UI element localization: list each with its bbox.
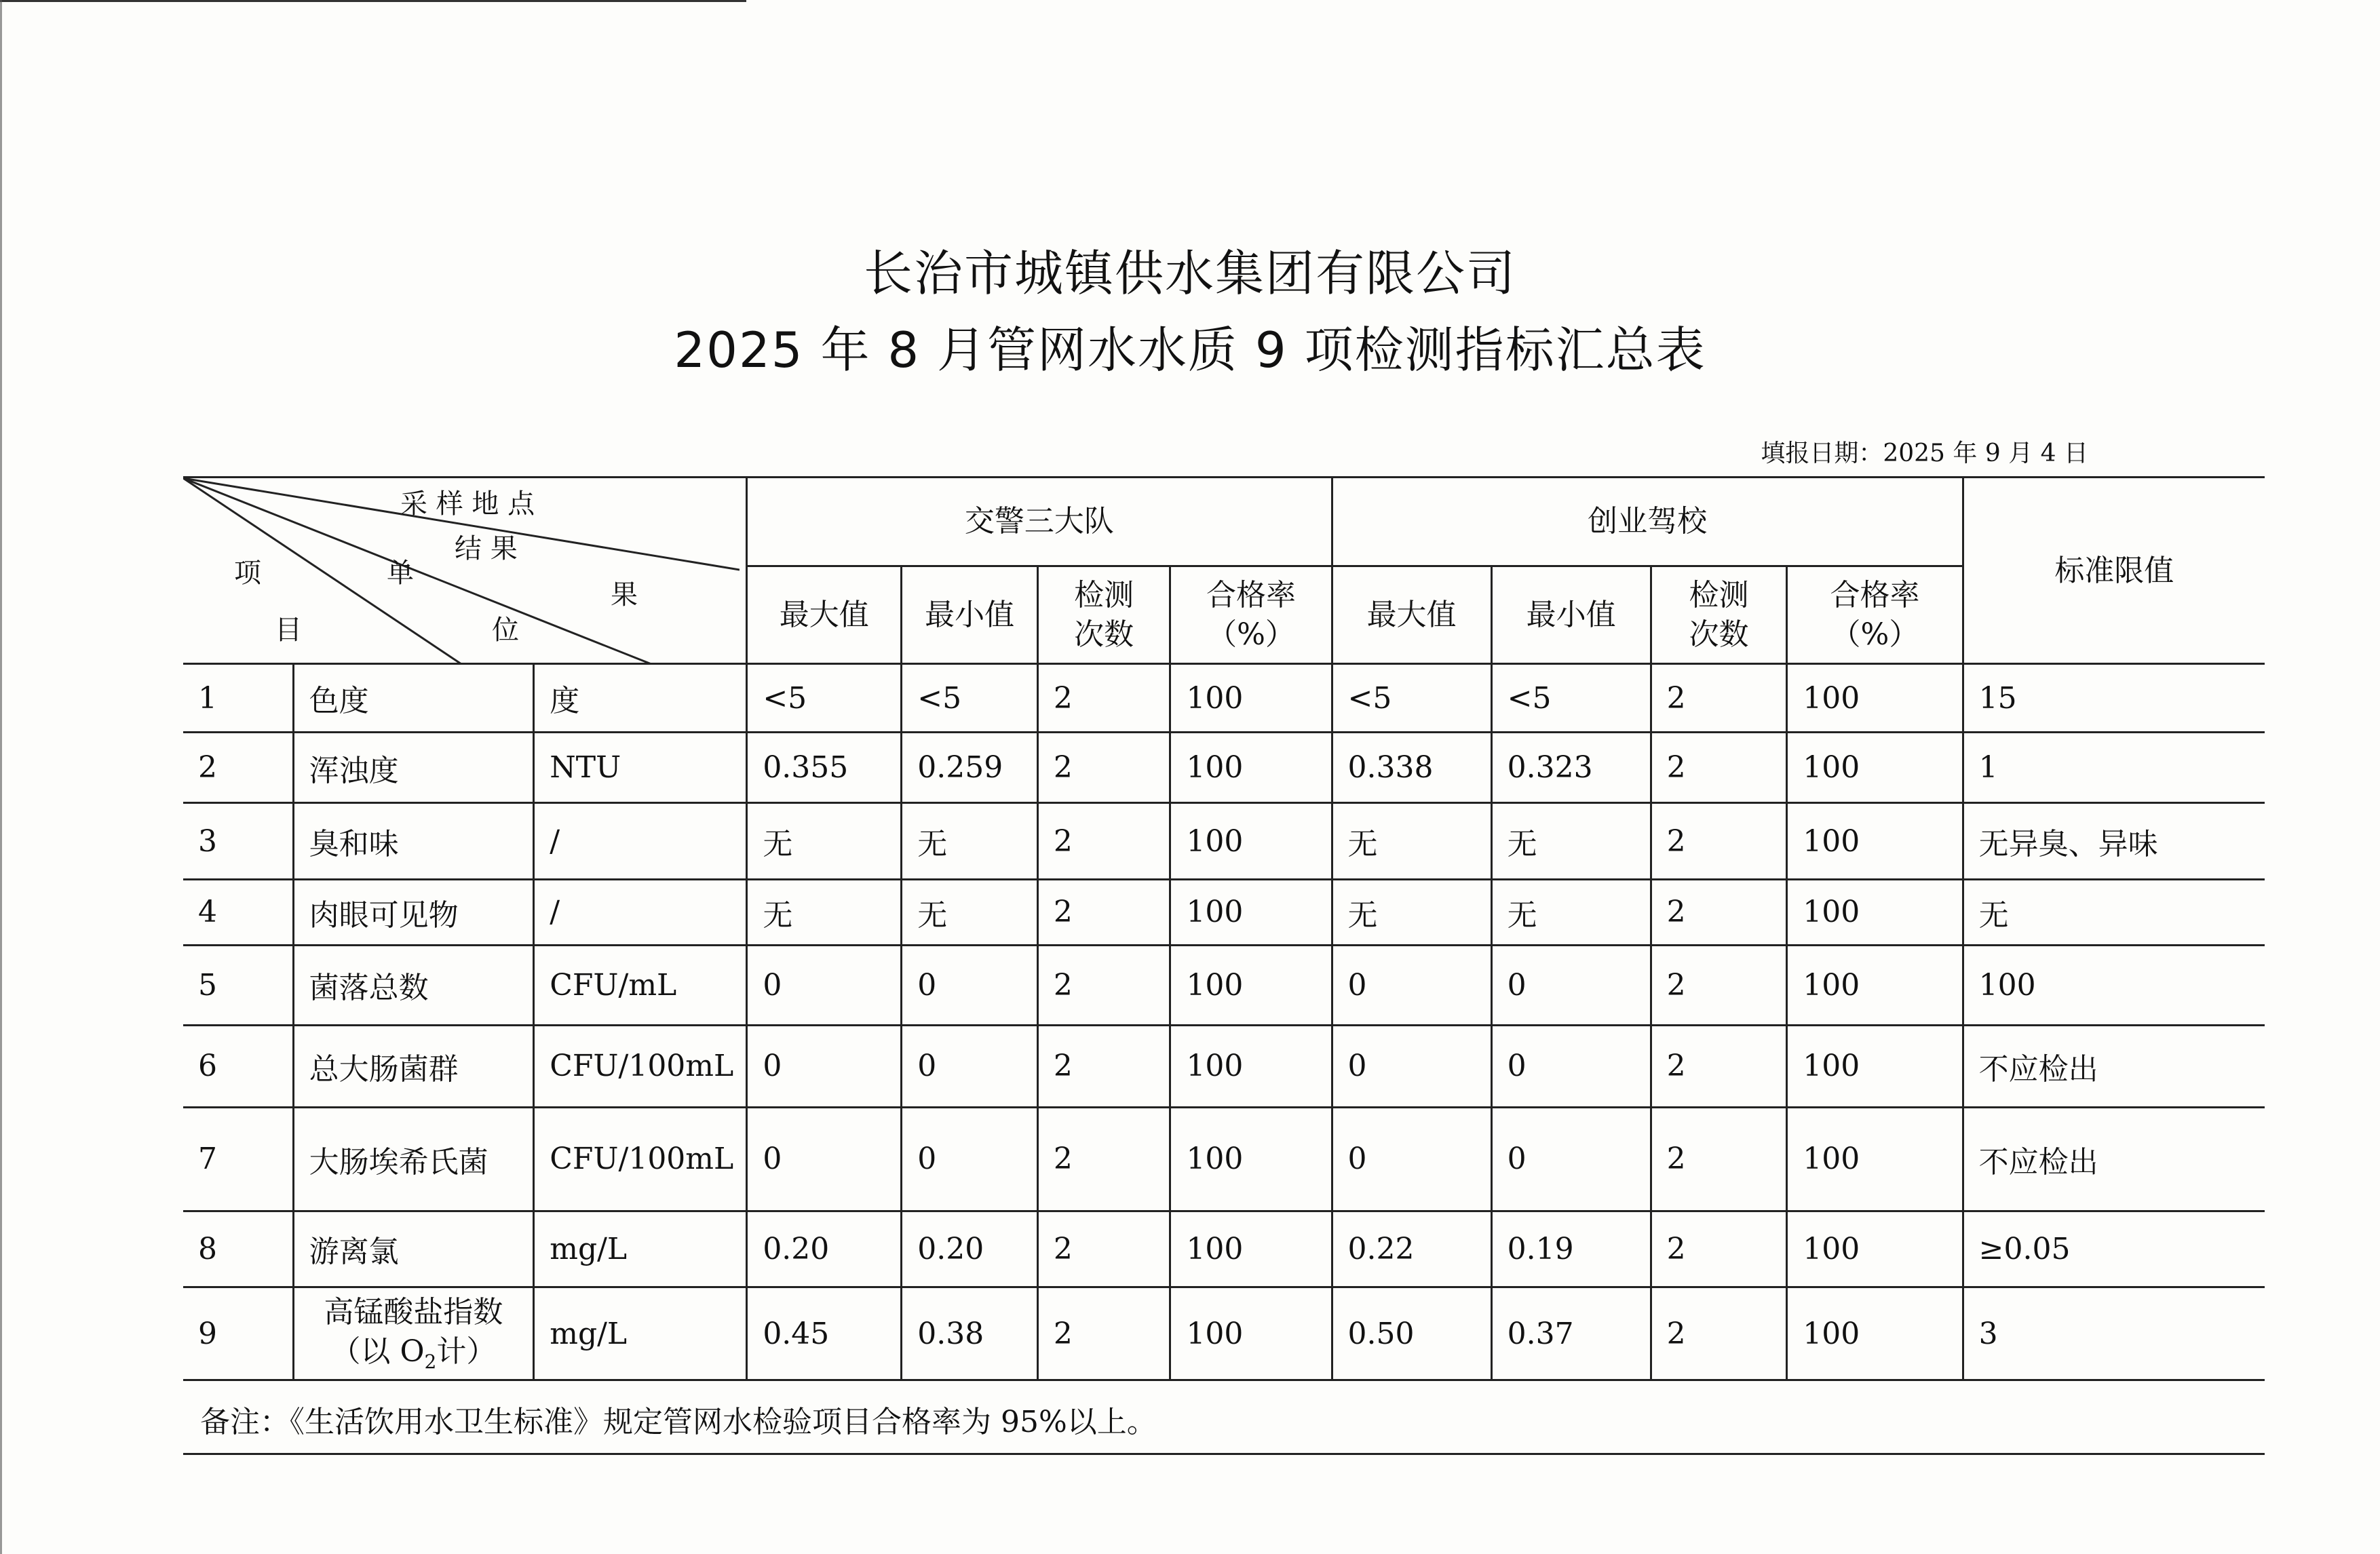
site-b-header: 创业驾校 — [1332, 478, 1963, 566]
site-a-max: 0 — [747, 1026, 902, 1108]
site-b-rate: 100 — [1787, 945, 1963, 1026]
standard-limit: 100 — [1963, 945, 2265, 1026]
count-line-1: 检测 — [1689, 578, 1749, 613]
diag-label-result-2: 果 — [611, 579, 638, 610]
site-a-max: 0.45 — [747, 1287, 902, 1380]
site-b-rate: 100 — [1787, 803, 1963, 880]
site-b-rate: 100 — [1787, 732, 1963, 803]
site-a-max: 0 — [747, 1107, 902, 1211]
table-row — [183, 803, 2265, 880]
site-a-count: 2 — [1037, 664, 1170, 733]
site-b-min: 无 — [1491, 803, 1651, 880]
site-b-max: <5 — [1332, 664, 1491, 733]
rate-line-2: （%） — [1830, 617, 1919, 652]
row-unit: CFU/mL — [534, 945, 747, 1026]
site-a-rate: 100 — [1170, 664, 1332, 733]
site-b-rate: 100 — [1787, 1287, 1963, 1380]
row-unit: 度 — [534, 664, 747, 733]
site-a-count: 2 — [1037, 880, 1170, 946]
row-item: 大肠埃希氏菌 — [293, 1107, 534, 1211]
site-b-count: 2 — [1651, 1287, 1787, 1380]
site-b-min: 0.323 — [1491, 732, 1651, 803]
site-a-count: 2 — [1037, 1287, 1170, 1380]
site-a-min: 0 — [902, 1107, 1038, 1211]
standard-limit: 3 — [1963, 1287, 2265, 1380]
site-b-count: 2 — [1651, 945, 1787, 1026]
row-item-subscript: 2 — [424, 1350, 437, 1373]
site-a-min: <5 — [902, 664, 1038, 733]
bottom-rule — [183, 1453, 2265, 1455]
table-row — [183, 1211, 2265, 1287]
standard-limit: 15 — [1963, 664, 2265, 733]
row-item: 色度 — [293, 664, 534, 733]
row-item — [293, 1287, 534, 1380]
site-a-rate-header — [1170, 566, 1332, 664]
site-a-min: 无 — [902, 880, 1038, 946]
fill-date: 填报日期：2025 年 9 月 4 日 — [1761, 440, 2088, 467]
count-line-1: 检测 — [1074, 578, 1134, 613]
table-row — [183, 664, 2265, 733]
row-unit: NTU — [534, 732, 747, 803]
site-b-count: 2 — [1651, 1107, 1787, 1211]
site-a-max: 0.20 — [747, 1211, 902, 1287]
rate-line-2: （%） — [1207, 617, 1295, 652]
row-unit: CFU/100mL — [534, 1107, 747, 1211]
row-no: 6 — [183, 1026, 293, 1108]
diag-label-result: 结 果 — [455, 533, 518, 564]
count-line-2: 次数 — [1689, 617, 1749, 652]
site-b-min: 0 — [1491, 945, 1651, 1026]
site-b-max: 无 — [1332, 803, 1491, 880]
site-b-rate: 100 — [1787, 1026, 1963, 1108]
row-item: 浑浊度 — [293, 732, 534, 803]
site-a-rate: 100 — [1170, 1287, 1332, 1380]
site-a-rate: 100 — [1170, 945, 1332, 1026]
site-b-min: 0.19 — [1491, 1211, 1651, 1287]
site-b-max: 0 — [1332, 1026, 1491, 1108]
water-quality-table — [183, 476, 2265, 1381]
row-no: 2 — [183, 732, 293, 803]
site-a-count: 2 — [1037, 1107, 1170, 1211]
site-b-rate: 100 — [1787, 1211, 1963, 1287]
report-title: 2025 年 8 月管网水水质 9 项检测指标汇总表 — [674, 322, 1706, 378]
site-b-max: 0 — [1332, 945, 1491, 1026]
site-b-min: 0 — [1491, 1107, 1651, 1211]
table-row — [183, 1026, 2265, 1108]
diag-label-unit-1: 单 — [387, 558, 414, 589]
diagonal-header-cell — [183, 478, 747, 664]
site-b-rate-header — [1787, 566, 1963, 664]
site-b-min: <5 — [1491, 664, 1651, 733]
site-b-max: 0.50 — [1332, 1287, 1491, 1380]
site-b-count: 2 — [1651, 732, 1787, 803]
site-a-rate: 100 — [1170, 732, 1332, 803]
standard-limit: 1 — [1963, 732, 2265, 803]
site-b-min: 0.37 — [1491, 1287, 1651, 1380]
table-row — [183, 1107, 2265, 1211]
site-a-max: 无 — [747, 880, 902, 946]
row-item-line-2-pre: （以 O — [330, 1334, 425, 1369]
site-b-rate: 100 — [1787, 1107, 1963, 1211]
row-no: 1 — [183, 664, 293, 733]
site-b-count: 2 — [1651, 1026, 1787, 1108]
standard-limit: 不应检出 — [1963, 1026, 2265, 1108]
standard-limit: ≥0.05 — [1963, 1211, 2265, 1287]
site-b-max: 0.338 — [1332, 732, 1491, 803]
site-a-min: 0.20 — [902, 1211, 1038, 1287]
row-item: 菌落总数 — [293, 945, 534, 1026]
row-unit: / — [534, 880, 747, 946]
diag-label-sampling-site: 采 样 地 点 — [400, 488, 535, 520]
site-a-min-header: 最小值 — [902, 566, 1038, 664]
header-row-1 — [183, 478, 2265, 566]
row-no: 8 — [183, 1211, 293, 1287]
standard-limit: 无异臭、异味 — [1963, 803, 2265, 880]
table-row — [183, 945, 2265, 1026]
site-b-min-header: 最小值 — [1491, 566, 1651, 664]
site-b-rate: 100 — [1787, 880, 1963, 946]
site-b-min: 无 — [1491, 880, 1651, 946]
site-a-count: 2 — [1037, 945, 1170, 1026]
site-a-count: 2 — [1037, 1026, 1170, 1108]
diag-label-item-2: 目 — [275, 615, 302, 646]
row-no: 9 — [183, 1287, 293, 1380]
site-a-count: 2 — [1037, 1211, 1170, 1287]
site-a-rate: 100 — [1170, 803, 1332, 880]
diag-label-item: 项 — [234, 558, 261, 589]
row-item: 臭和味 — [293, 803, 534, 880]
site-b-rate: 100 — [1787, 664, 1963, 733]
site-a-min: 无 — [902, 803, 1038, 880]
site-a-count: 2 — [1037, 732, 1170, 803]
row-item: 游离氯 — [293, 1211, 534, 1287]
row-unit: mg/L — [534, 1211, 747, 1287]
site-b-count-header — [1651, 566, 1787, 664]
diag-label-unit-2: 位 — [492, 615, 519, 646]
row-item-line-2 — [309, 1332, 518, 1374]
site-b-max-header: 最大值 — [1332, 566, 1491, 664]
rate-line-1: 合格率 — [1206, 578, 1296, 613]
site-a-max-header: 最大值 — [747, 566, 902, 664]
site-b-min: 0 — [1491, 1026, 1651, 1108]
row-no: 7 — [183, 1107, 293, 1211]
row-no: 3 — [183, 803, 293, 880]
site-b-max: 0 — [1332, 1107, 1491, 1211]
site-a-header: 交警三大队 — [747, 478, 1332, 566]
site-b-count: 2 — [1651, 664, 1787, 733]
row-item: 肉眼可见物 — [293, 880, 534, 946]
site-b-count: 2 — [1651, 803, 1787, 880]
site-b-max: 无 — [1332, 880, 1491, 946]
footnote: 备注：《生活饮用水卫生标准》规定管网水检验项目合格率为 95%以上。 — [200, 1405, 1157, 1439]
site-a-rate: 100 — [1170, 1026, 1332, 1108]
rate-line-1: 合格率 — [1830, 578, 1920, 613]
site-a-max: 0 — [747, 945, 902, 1026]
standard-limit: 无 — [1963, 880, 2265, 946]
site-a-rate: 100 — [1170, 1107, 1332, 1211]
row-unit: CFU/100mL — [534, 1026, 747, 1108]
row-item-line-1: 高锰酸盐指数 — [324, 1295, 503, 1330]
site-b-count: 2 — [1651, 1211, 1787, 1287]
site-a-min: 0 — [902, 1026, 1038, 1108]
site-a-rate: 100 — [1170, 880, 1332, 946]
limit-header: 标准限值 — [1963, 478, 2265, 664]
table-row — [183, 1287, 2265, 1380]
row-unit: / — [534, 803, 747, 880]
company-title: 长治市城镇供水集团有限公司 — [863, 245, 1516, 302]
site-a-max: 0.355 — [747, 732, 902, 803]
row-no: 4 — [183, 880, 293, 946]
site-a-rate: 100 — [1170, 1211, 1332, 1287]
site-a-max: <5 — [747, 664, 902, 733]
scan-edge-top — [0, 0, 746, 2]
site-a-min: 0 — [902, 945, 1038, 1026]
site-a-min: 0.259 — [902, 732, 1038, 803]
site-a-count: 2 — [1037, 803, 1170, 880]
count-line-2: 次数 — [1074, 617, 1134, 652]
site-b-count: 2 — [1651, 880, 1787, 946]
site-b-max: 0.22 — [1332, 1211, 1491, 1287]
table-row — [183, 732, 2265, 803]
site-a-max: 无 — [747, 803, 902, 880]
row-unit: mg/L — [534, 1287, 747, 1380]
row-item: 总大肠菌群 — [293, 1026, 534, 1108]
standard-limit: 不应检出 — [1963, 1107, 2265, 1211]
site-a-min: 0.38 — [902, 1287, 1038, 1380]
site-a-count-header — [1037, 566, 1170, 664]
row-no: 5 — [183, 945, 293, 1026]
table-row — [183, 880, 2265, 946]
scan-edge-left — [0, 0, 2, 1554]
row-item-line-2-post: 计） — [436, 1334, 497, 1369]
